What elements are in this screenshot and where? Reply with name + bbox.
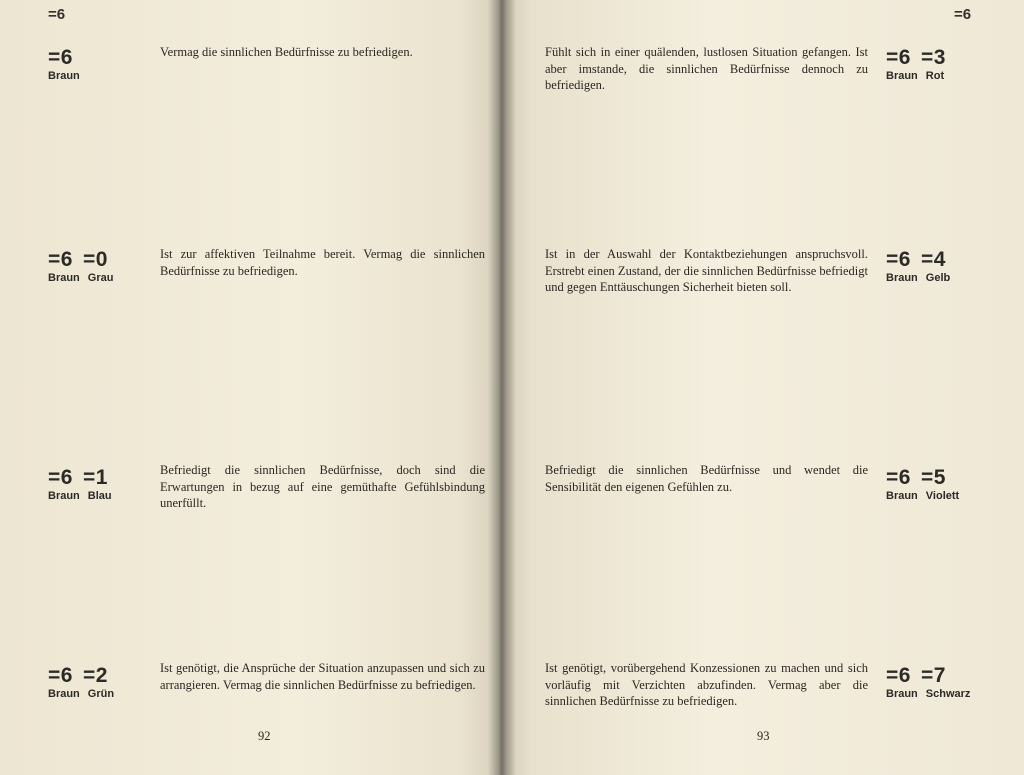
right-corner-mark: =6 bbox=[954, 6, 972, 23]
code-number: =0 bbox=[82, 248, 108, 271]
color-name: Grün bbox=[87, 688, 115, 700]
color-name: Gelb bbox=[925, 272, 951, 284]
color-name: Braun bbox=[48, 688, 80, 700]
entry-text: Vermag die sinnlichen Bedürfnisse zu befriedigen. bbox=[160, 45, 413, 59]
color-code bbox=[886, 665, 970, 701]
color-code bbox=[48, 47, 80, 83]
code-numbers bbox=[886, 47, 946, 69]
code-numbers bbox=[48, 249, 113, 271]
code-numbers bbox=[48, 467, 112, 489]
color-code bbox=[886, 47, 946, 83]
color-code bbox=[48, 665, 114, 701]
color-code bbox=[886, 467, 959, 503]
code-number: =6 bbox=[886, 664, 911, 687]
code-numbers bbox=[886, 665, 970, 687]
code-number: =6 bbox=[886, 248, 911, 271]
entry-text: Fühlt sich in einer quälenden, lustlosen Situation gefangen. Ist aber imstande, die sinnlichen Bedürfnisse dennoch zu befriedigen. bbox=[545, 45, 868, 92]
color-name: Braun bbox=[886, 490, 918, 502]
code-number: =1 bbox=[82, 466, 108, 489]
color-names bbox=[48, 489, 112, 503]
left-corner-mark: =6 bbox=[48, 6, 66, 23]
color-name: Braun bbox=[886, 272, 918, 284]
code-numbers bbox=[886, 249, 950, 271]
color-name: Violett bbox=[925, 490, 960, 502]
color-name: Braun bbox=[886, 688, 918, 700]
color-name: Grau bbox=[87, 272, 114, 284]
entry-text: Ist zur affektiven Teilnahme bereit. Vermag die sinnlichen Bedürfnisse zu befriedigen. bbox=[160, 247, 485, 278]
color-names bbox=[886, 489, 959, 503]
entry-text: Befriedigt die sinnlichen Bedürfnisse, doch sind die Erwartungen in bezug auf eine gemüthafte Gefühlsbindung unerfüllt. bbox=[160, 463, 485, 510]
code-numbers bbox=[48, 47, 80, 69]
color-name: Schwarz bbox=[925, 688, 971, 700]
code-number: =6 bbox=[886, 46, 911, 69]
code-number: =6 bbox=[48, 46, 73, 69]
code-number: =5 bbox=[920, 466, 946, 489]
code-number: =2 bbox=[82, 664, 108, 687]
color-names bbox=[886, 687, 970, 701]
color-name: Braun bbox=[886, 70, 918, 82]
color-names bbox=[886, 271, 950, 285]
code-numbers bbox=[886, 467, 959, 489]
color-name: Braun bbox=[48, 490, 80, 502]
color-name: Braun bbox=[48, 272, 80, 284]
entry-text: Ist genötigt, die Ansprüche der Situation anzupassen und sich zu arrangieren. Vermag die sinnlichen Bedürfnisse zu befriedigen. bbox=[160, 661, 485, 692]
code-number: =6 bbox=[48, 248, 73, 271]
entry-text: Ist in der Auswahl der Kontaktbeziehungen anspruchsvoll. Erstrebt einen Zustand, der die sinnlichen Bedürfnisse befriedigt und gegen Enttäuschungen Sicherheit bieten soll. bbox=[545, 247, 868, 294]
entry-text: Befriedigt die sinnlichen Bedürfnisse und wendet die Sensibilität den eigenen Gefühlen zu. bbox=[545, 463, 868, 494]
color-names bbox=[48, 69, 80, 83]
code-numbers bbox=[48, 665, 114, 687]
code-number: =6 bbox=[48, 664, 73, 687]
code-number: =6 bbox=[886, 466, 911, 489]
color-name: Rot bbox=[925, 70, 945, 82]
page-number: 93 bbox=[757, 729, 770, 743]
code-number: =3 bbox=[920, 46, 946, 69]
color-code bbox=[48, 249, 113, 285]
right-page bbox=[500, 0, 1024, 775]
color-names bbox=[48, 687, 114, 701]
color-code bbox=[886, 249, 950, 285]
page-number: 92 bbox=[258, 729, 271, 743]
color-names bbox=[48, 271, 113, 285]
entry-text: Ist genötigt, vorübergehend Konzessionen zu machen und sich vorläufig mit Verzichten abzufinden. Vermag aber die sinnlichen Bedürfnisse zu befriedigen. bbox=[545, 661, 868, 708]
code-number: =7 bbox=[920, 664, 946, 687]
color-name: Blau bbox=[87, 490, 112, 502]
code-number: =4 bbox=[920, 248, 946, 271]
book-gutter bbox=[488, 0, 516, 775]
left-page bbox=[0, 0, 500, 775]
color-names bbox=[886, 69, 946, 83]
color-name: Braun bbox=[48, 70, 80, 82]
code-number: =6 bbox=[48, 466, 73, 489]
color-code bbox=[48, 467, 112, 503]
